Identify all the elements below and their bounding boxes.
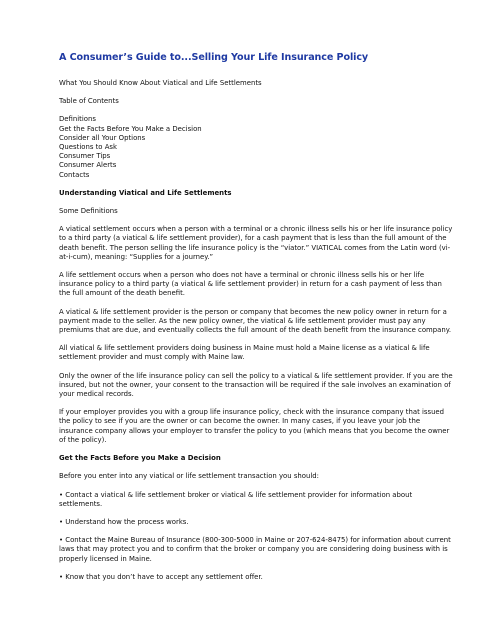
document-title: A Consumer’s Guide to...Selling Your Life Insurance Policy [59,52,369,63]
paragraph-viatical-settlement: A viatical settlement occurs when a person with a terminal or a chronic illness sells his or her life insurance policy to a third party (a viatical & life settlement provider), for a cash payment that is less than the full amount of the death benefit. The person selling the life insurance policy is the “viator.” VIATICAL comes from the Latin word (vi-at-i-cum), meaning: “Supplies for a journey.” [59,225,453,261]
toc-item-definitions[interactable]: Definitions [59,115,96,124]
toc-heading: Table of Contents [59,97,119,106]
toc-item-consumer-alerts[interactable]: Consumer Alerts [59,161,117,170]
paragraph-group-policy: If your employer provides you with a group life insurance policy, check with the insurance company that issued the policy to see if you are the owner or can become the owner. In many cases, if you leave your job the insurance company allows your employer to transfer the policy to you (which means that you become the owner of the policy). [59,408,450,444]
paragraph-settlement-provider: A viatical & life settlement provider is the person or company that becomes the new policy owner in return for a payment made to the seller. As the new policy owner, the viatical & life settlement provider must pay any premiums that are due, and eventually collects the full amount of the death benefit from the insurance company. [59,307,452,335]
document-subtitle: What You Should Know About Viatical and Life Settlements [59,79,262,87]
bullet-no-obligation: • Know that you don’t have to accept any settlement offer. [59,572,263,581]
table-of-contents [59,115,455,179]
toc-item-consumer-tips[interactable]: Consumer Tips [59,152,111,161]
bullet-contact-bureau: • Contact the Maine Bureau of Insurance (800-300-5000 in Maine or 207-624-8475) for information about current laws that may protect you and to confirm that the broker or company you are considering doing business with is properly licensed in Maine. [59,536,451,563]
bullet-understand-process: • Understand how the process works. [59,517,189,526]
toc-item-consider-options[interactable]: Consider all Your Options [59,133,146,142]
paragraph-policy-owner: Only the owner of the life insurance policy can sell the policy to a viatical & life settlement provider. If you are the insured, but not the owner, your consent to the transaction will be required if the sale involves an examination of your medical records. [59,371,453,399]
paragraph-life-settlement: A life settlement occurs when a person who does not have a terminal or chronic illness sells his or her life insurance policy to a third party (a viatical & life settlement provider) in return for a cash payment of less than the full amount of the death benefit. [59,271,442,298]
document-content [59,52,455,591]
section2-intro: Before you enter into any viatical or life settlement transaction you should: [59,472,319,481]
bullet-contact-broker: • Contact a viatical & life settlement broker or viatical & life settlement provider for information about settlements. [59,490,413,508]
section2-heading: Get the Facts Before you Make a Decision [59,454,221,463]
section1-heading: Understanding Viatical and Life Settlements [59,188,232,197]
section1-subheading: Some Definitions [59,207,118,216]
paragraph-maine-license: All viatical & life settlement providers doing business in Maine must hold a Maine license as a viatical & life settlement provider and must comply with Maine law. [59,344,430,362]
toc-item-contacts[interactable]: Contacts [59,170,90,179]
toc-item-questions[interactable]: Questions to Ask [59,143,118,152]
toc-item-get-the-facts[interactable]: Get the Facts Before You Make a Decision [59,124,202,133]
